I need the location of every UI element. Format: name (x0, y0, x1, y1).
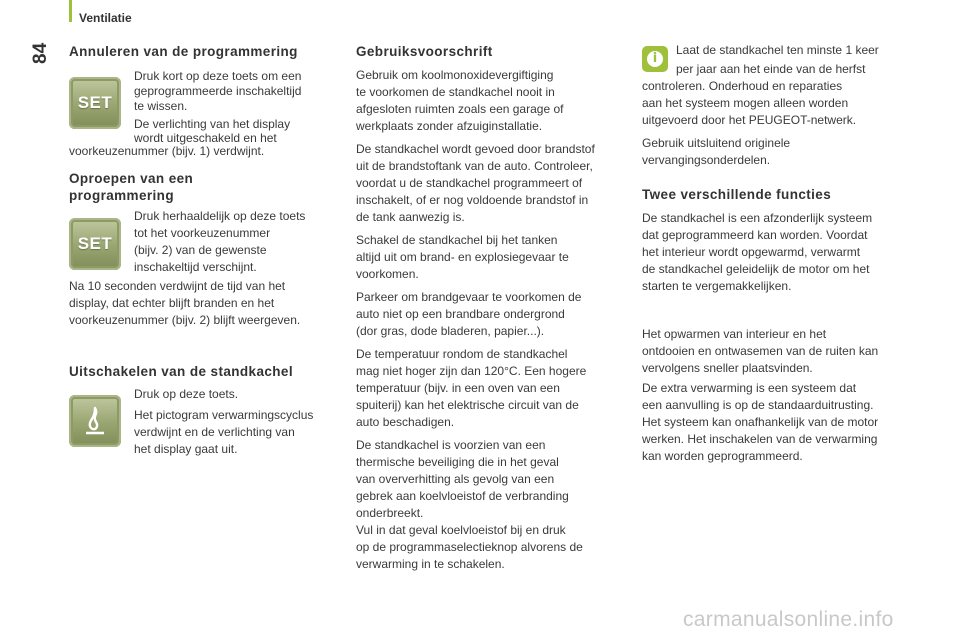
text-line: Het systeem kan onafhankelijk van de motor (642, 415, 879, 429)
text-line: Laat de standkachel ten minste 1 keer (676, 43, 879, 57)
text-line: De standkachel is voorzien van een (356, 438, 546, 452)
text-line: starten te vergemakkelijken. (642, 279, 792, 293)
text-line: op de programmaselectieknop alvorens de (356, 540, 583, 554)
text-line: (bijv. 2) van de gewenste (134, 243, 267, 257)
text-line: van oververhitting als gevolg van een (356, 472, 555, 486)
text-line: onderbreekt. (356, 506, 424, 520)
text-line: de tank aanwezig is. (356, 210, 465, 224)
text-line: Schakel de standkachel bij het tanken (356, 233, 558, 247)
text-line: voorkeuzenummer (bijv. 2) blijft weergeven. (69, 313, 301, 327)
text-line: De standkachel wordt gevoed door brandstof (356, 142, 595, 156)
text-line: werkplaats zonder afzuiginstallatie. (356, 119, 543, 133)
text-line: dat geprogrammeerd kan worden. Voordat (642, 228, 868, 242)
info-text-body (642, 78, 922, 169)
paragraph (356, 437, 641, 573)
two-functions-title: Twee verschillende functies (642, 187, 832, 202)
text-line: altijd uit om brand- en explosiegevaar te (356, 250, 569, 264)
text-line: verwarming in te schakelen. (356, 557, 505, 571)
text-line: temperatuur (bijv. in een oven van een (356, 381, 560, 395)
text-line: Druk herhaaldelijk op deze toets (134, 209, 306, 223)
recall-title-line: Oproepen van een (69, 171, 194, 186)
text-line: aan het systeem mogen alleen worden (642, 96, 849, 110)
text-line: auto beschadigen. (356, 415, 455, 429)
text-line: wordt uitgeschakeld en het (134, 131, 277, 145)
text-line: ontdooien en ontwasemen van de ruiten kan (642, 344, 879, 358)
info-icon (642, 46, 668, 72)
watermark: carmanualsonline.info (683, 608, 894, 631)
text-line: het display gaat uit. (134, 442, 238, 456)
text-line: De standkachel is een afzonderlijk systeem (642, 211, 873, 225)
text-line: werken. Het inschakelen van de verwarming (642, 432, 878, 446)
paragraph (356, 289, 641, 340)
text-line: afgesloten ruimten zoals een garage of (356, 102, 564, 116)
text-line: een aanvulling is op de standaarduitrusting. (642, 398, 874, 412)
cancel-programming-title: Annuleren van de programmering (69, 44, 298, 59)
text-line: inschakelt, of er nog voldoende brandstof in (356, 193, 589, 207)
switch-off-text-block (134, 386, 349, 458)
text-line: Het pictogram verwarmingscyclus (134, 408, 314, 422)
text-line: Druk op deze toets. (134, 387, 239, 401)
text-line: Na 10 seconden verdwijnt de tijd van het (69, 279, 286, 293)
text-line: display, dat echter blijft branden en het (69, 296, 275, 310)
text-line: Vul in dat geval koelvloeistof bij en druk (356, 523, 566, 537)
usage-instructions-title: Gebruiksvoorschrift (356, 44, 493, 59)
text-line: auto niet op een brandbare ondergrond (356, 307, 565, 321)
flame-icon (80, 405, 110, 437)
text-line: (dor gras, dode bladeren, papier...). (356, 324, 545, 338)
set-button-icon (69, 77, 121, 129)
text-line: voorkomen. (356, 267, 419, 281)
two-functions-p1 (642, 210, 927, 295)
text-line: per jaar aan het einde van de herfst (676, 62, 866, 76)
recall-text-block (134, 208, 349, 276)
text-line: de standkachel geleidelijk de motor om het (642, 262, 870, 276)
usage-instructions-body (356, 67, 641, 573)
recall-programming-title (69, 170, 193, 204)
text-line: Gebruik uitsluitend originele (642, 136, 791, 150)
text-line: De temperatuur rondom de standkachel (356, 347, 568, 361)
text-line: kan worden geprogrammeerd. (642, 449, 803, 463)
text-line: tot het voorkeuzenummer (134, 226, 271, 240)
recall-title-line: programmering (69, 188, 174, 203)
text-line: te voorkomen de standkachel nooit in (356, 85, 555, 99)
info-icon-letter: i (647, 51, 663, 67)
set-button-label: SET (77, 93, 113, 112)
info-text-top (676, 42, 916, 78)
text-line: mag niet hoger zijn dan 120°C. Een hogere (356, 364, 587, 378)
section-title: Ventilatie (79, 11, 132, 25)
text-line: De extra verwarming is een systeem dat (642, 381, 857, 395)
set-button-label: SET (77, 234, 113, 253)
text-line: inschakeltijd verschijnt. (134, 260, 257, 274)
set-button-icon (69, 218, 121, 270)
text-line: Gebruik om koolmonoxidevergiftiging (356, 68, 554, 82)
text-line: vervolgens sneller plaatsvinden. (642, 361, 813, 375)
text-line: gebrek aan koelvloeistof de verbranding (356, 489, 569, 503)
paragraph (356, 141, 641, 226)
text-line: controleren. Onderhoud en reparaties (642, 79, 843, 93)
text-line: geprogrammeerde inschakeltijd (134, 84, 302, 98)
paragraph (356, 232, 641, 283)
text-line: het interieur wordt opgewarmd, verwarmt (642, 245, 861, 259)
text-line: De verlichting van het display (134, 117, 291, 131)
paragraph (356, 67, 641, 135)
two-functions-p3 (642, 380, 927, 465)
paragraph (356, 346, 641, 431)
text-line: te wissen. (134, 99, 188, 113)
text-line: spuiterij) kan het elektrische circuit van de (356, 398, 579, 412)
section-accent-bar (69, 0, 72, 22)
text-line: voorkeuzenummer (bijv. 1) verdwijnt. (69, 144, 265, 158)
text-line: uit de brandstoftank van de auto. Controleer, (356, 159, 593, 173)
text-line: thermische beveiliging die in het geval (356, 455, 559, 469)
text-line: verdwijnt en de verlichting van (134, 425, 295, 439)
text-line: Het opwarmen van interieur en het (642, 327, 827, 341)
heating-cycle-button-icon (69, 395, 121, 447)
recall-note-block (69, 278, 339, 329)
cancel-text-block (134, 68, 344, 147)
page-number: 84 (30, 42, 51, 64)
text-line: Druk kort op deze toets om een (134, 69, 302, 83)
text-line: uitgevoerd door het PEUGEOT-netwerk. (642, 113, 857, 127)
text-line: vervangingsonderdelen. (642, 153, 771, 167)
text-line: voordat u de standkachel programmeert of (356, 176, 583, 190)
two-functions-p2 (642, 326, 927, 377)
text-line: Parkeer om brandgevaar te voorkomen de (356, 290, 582, 304)
switch-off-heater-title: Uitschakelen van de standkachel (69, 364, 293, 379)
